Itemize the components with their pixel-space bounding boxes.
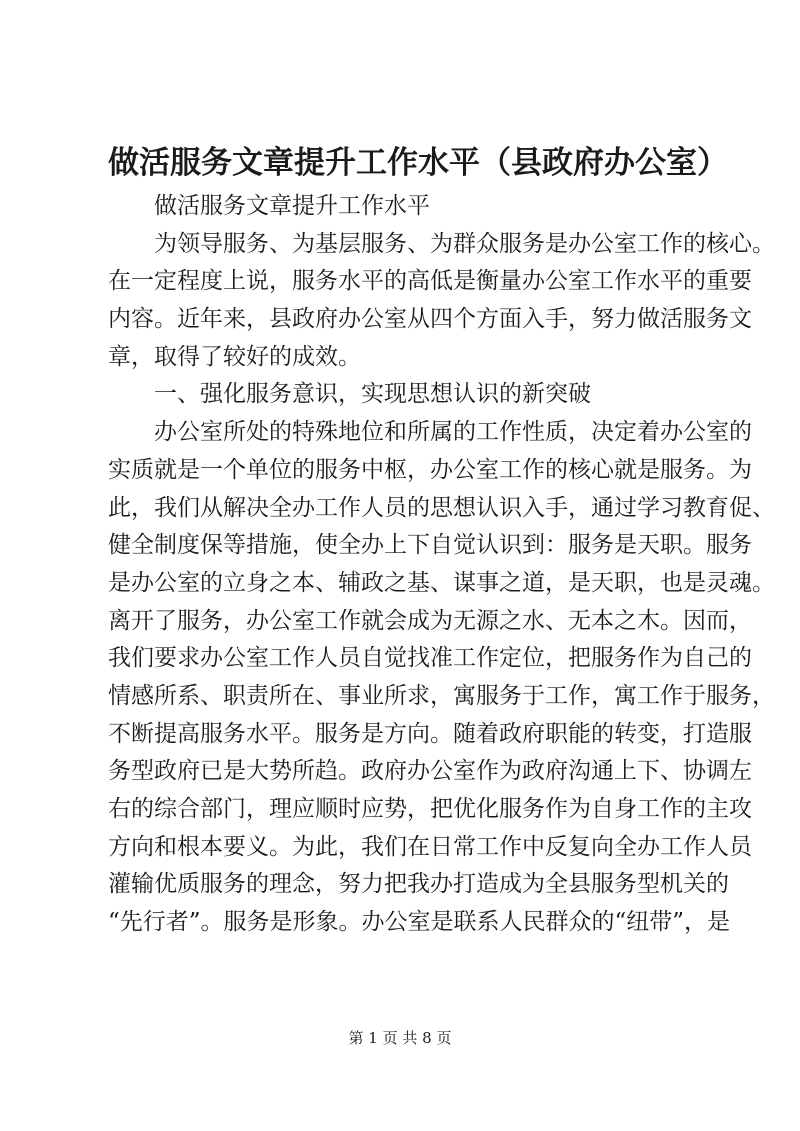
text-line: “先行者”。服务是形象。办公室是联系人民群众的“纽带”，是 [108, 909, 731, 936]
page-footer: 第 1 页 共 8 页 [348, 1029, 452, 1047]
text-line: 健全制度保等措施，使全办上下自觉认识到：服务是天职。服务 [108, 532, 752, 559]
text-line: 章，取得了较好的成效。 [108, 343, 361, 370]
document-body [108, 188, 775, 942]
text-line: 一、强化服务意识，实现思想认识的新突破 [154, 381, 591, 408]
text-line: 为领导服务、为基层服务、为群众服务是办公室工作的核心。 [154, 230, 775, 257]
text-line: 实质就是一个单位的服务中枢，办公室工作的核心就是服务。为 [108, 456, 752, 483]
text-line: 做活服务文章提升工作水平 [154, 193, 430, 219]
text-line: 是办公室的立身之本、辅政之基、谋事之道，是天职，也是灵魂。 [108, 569, 775, 596]
text-line: 情感所系、职责所在、事业所求，寓服务于工作，寓工作于服务， [108, 682, 775, 709]
text-line: 离开了服务，办公室工作就会成为无源之水、无本之木。因而， [108, 607, 752, 634]
text-line: 不断提高服务水平。服务是方向。随着政府职能的转变，打造服 [108, 720, 752, 747]
text-line: 此，我们从解决全办工作人员的思想认识入手，通过学习教育促、 [108, 494, 775, 521]
text-line: 方向和根本要义。为此，我们在日常工作中反复向全办工作人员 [108, 833, 752, 860]
text-line: 右的综合部门，理应顺时应势，把优化服务作为自身工作的主攻 [108, 796, 752, 822]
text-line: 务型政府已是大势所趋。政府办公室作为政府沟通上下、协调左 [108, 758, 752, 785]
text-line: 我们要求办公室工作人员自觉找准工作定位，把服务作为自己的 [108, 645, 752, 672]
document-title: 做活服务文章提升工作水平（县政府办公室） [108, 145, 728, 181]
text-line: 内容。近年来，县政府办公室从四个方面入手，努力做活服务文 [108, 306, 752, 333]
text-line: 办公室所处的特殊地位和所属的工作性质，决定着办公室的 [154, 419, 752, 446]
text-line: 灌输优质服务的理念，努力把我办打造成为全县服务型机关的 [108, 871, 729, 898]
text-line: 在一定程度上说，服务水平的高低是衡量办公室工作水平的重要 [108, 268, 752, 295]
